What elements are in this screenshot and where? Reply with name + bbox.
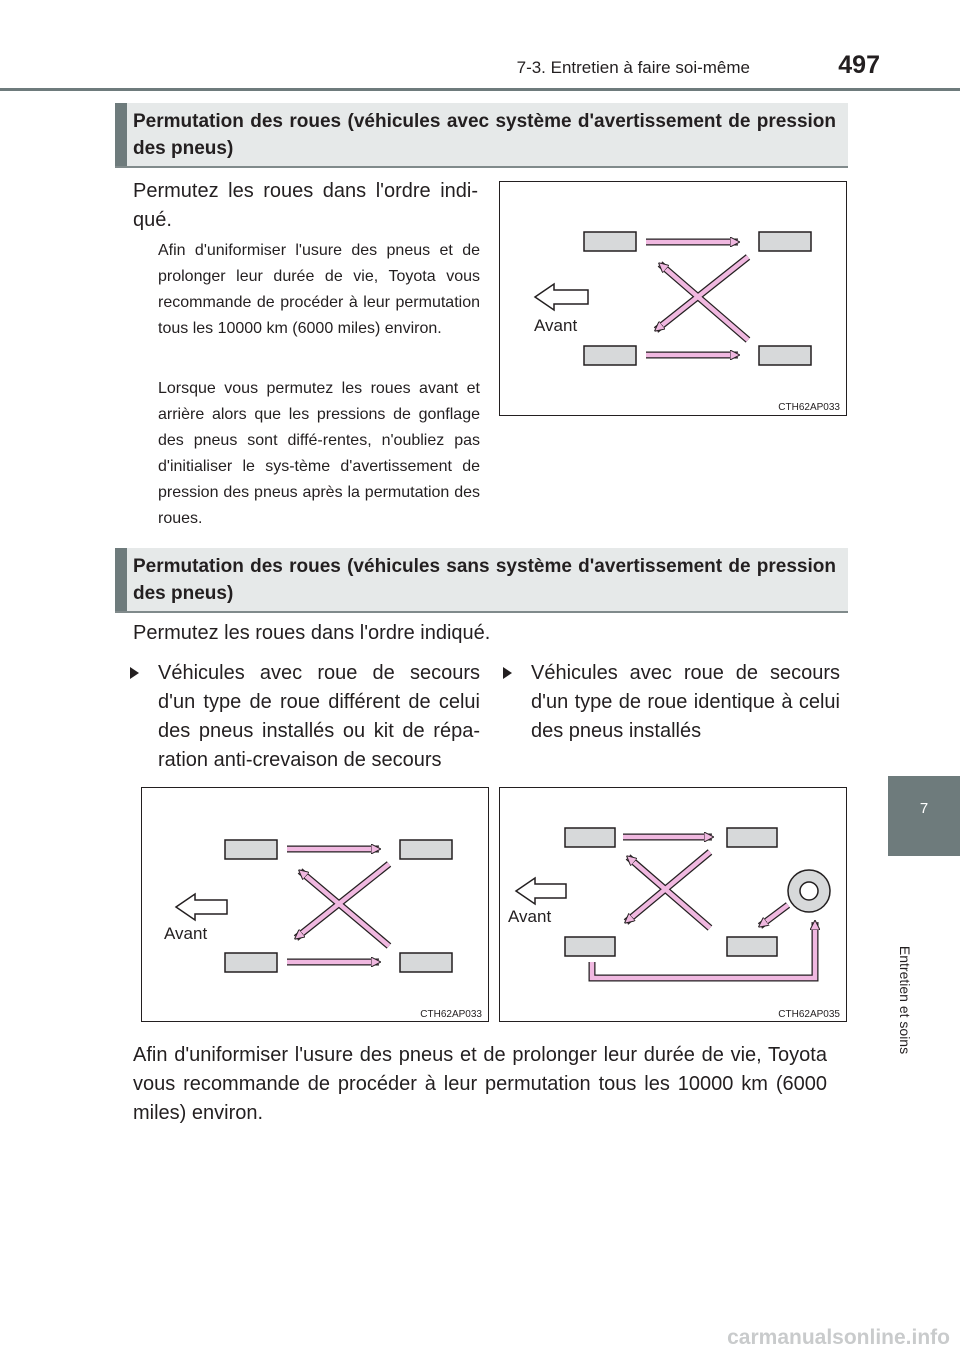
tire-front-right — [400, 840, 452, 859]
tire-front-left — [565, 828, 615, 847]
watermark: carmanualsonline.info — [727, 1326, 950, 1349]
figure-code: CTH62AP035 — [778, 1009, 840, 1020]
bullet-identical-spare — [503, 659, 840, 749]
tire-front-left — [584, 232, 636, 251]
section-heading-without-tpms — [115, 548, 848, 613]
section-heading-with-tpms — [115, 103, 848, 168]
section1-note-reset: Lorsque vous permutez les roues avant et arrière alors que les pressions de gonflage des pneus sont diffé-rentes, n'oubliez pas d'initialiser le sys-tème d'avertissement de pression des pneus après la permutation des roues. — [158, 380, 480, 527]
arrow-rr-to-fl — [300, 871, 389, 946]
arrow-spare-to-rr — [760, 905, 788, 926]
arrow-rl-to-spare — [592, 922, 815, 978]
section1-intro: Permutez les roues dans l'ordre indi-qué. — [133, 180, 478, 231]
tire-front-right — [727, 828, 777, 847]
front-direction-arrow — [535, 284, 588, 310]
section-heading-text: Permutation des roues (véhicules sans système d'avertissement de pression des pneus) — [133, 556, 836, 604]
section2-intro: Permutez les roues dans l'ordre indiqué. — [133, 622, 491, 644]
tire-rear-left — [225, 953, 277, 972]
section-heading-text: Permutation des roues (véhicules avec système d'avertissement de pression des pneus) — [133, 111, 836, 159]
bullet-different-spare — [130, 659, 480, 779]
rotation-figure-tpms — [499, 181, 847, 416]
bullet-text: Véhicules avec roue de secours d'un type de roue identique à celui des pneus installés — [531, 662, 840, 742]
front-label: Avant — [164, 924, 208, 943]
rotation-diagram — [500, 182, 846, 415]
tire-rear-right — [400, 953, 452, 972]
rotation-diagram — [142, 788, 488, 1021]
tire-front-left — [225, 840, 277, 859]
bullet-text: Véhicules avec roue de secours d'un type de roue différent de celui des pneus installés ou kit de répa-ration anti-crevaison de secours — [158, 662, 480, 771]
front-direction-arrow — [176, 894, 227, 920]
tire-rear-right — [727, 937, 777, 956]
arrow-rr-to-fl — [660, 264, 748, 340]
arrow-rr-to-fl — [628, 857, 710, 928]
header-section-title: 7-3. Entretien à faire soi-même — [516, 58, 750, 77]
figure-code: CTH62AP033 — [778, 402, 840, 413]
page-number: 497 — [838, 51, 880, 79]
header-rule — [0, 88, 960, 91]
bullet-triangle-icon — [503, 667, 512, 679]
tire-rear-left — [565, 937, 615, 956]
section1-note-interval: Afin d'uniformiser l'usure des pneus et de prolonger leur durée de vie, Toyota vous recommande de procéder à leur permutation tous les 10000 km (6000 miles) environ. — [158, 242, 480, 337]
front-label: Avant — [534, 316, 578, 335]
tire-rear-left — [584, 346, 636, 365]
front-label: Avant — [508, 907, 552, 926]
spare-tire-hub — [800, 882, 818, 900]
chapter-number: 7 — [919, 800, 929, 817]
bullet-triangle-icon — [130, 667, 139, 679]
rotation-diagram — [500, 788, 846, 1021]
tire-front-right — [759, 232, 811, 251]
rotation-figure-different-spare — [141, 787, 489, 1022]
rotation-figure-identical-spare — [499, 787, 847, 1022]
tire-rear-right — [759, 346, 811, 365]
front-direction-arrow — [516, 878, 566, 904]
figure-code: CTH62AP033 — [420, 1009, 482, 1020]
chapter-title: Entretien et soins — [897, 945, 913, 1055]
section2-interval-note: Afin d'uniformiser l'usure des pneus et de prolonger leur durée de vie, Toyota vous recommande de procéder à leur permutation tous les 10000 km (6000 miles) environ. — [133, 1044, 827, 1124]
